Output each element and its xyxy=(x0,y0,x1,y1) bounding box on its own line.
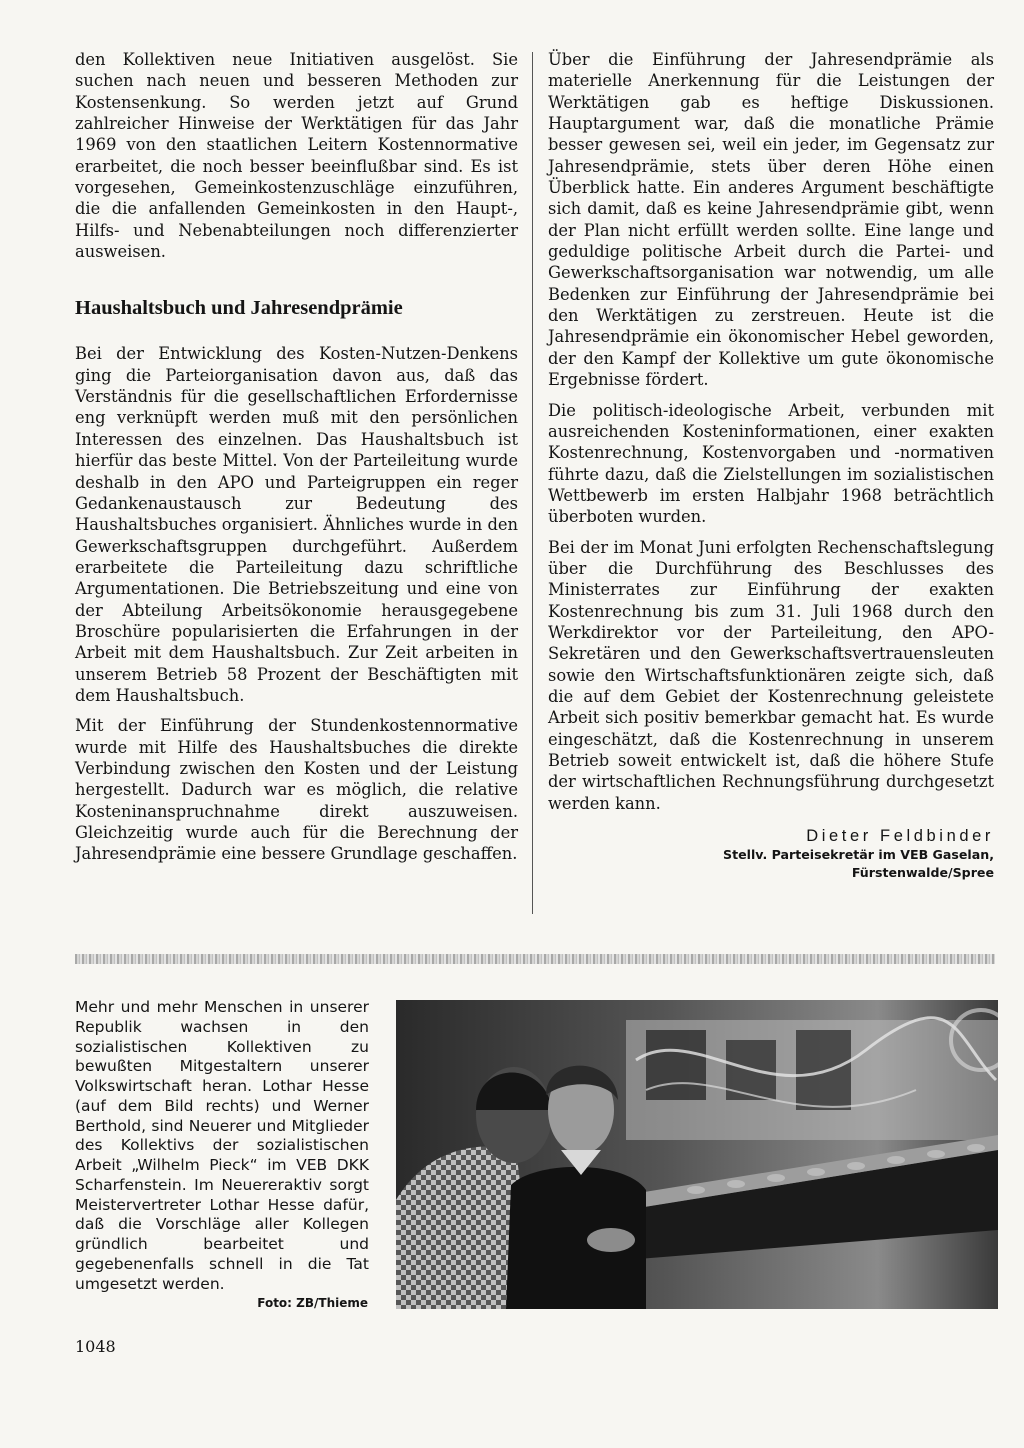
column-divider xyxy=(532,52,533,914)
paragraph: den Kollektiven neue Initiativen ausgelöst. Sie suchen nach neuen und besseren Methoden zur Kostensenkung. So werden jetzt auf Grund zahlreicher Hinweise der Werktätigen für das Jahr 1969 von den staatlichen Leitern Kostennormative erarbeitet, die noch besser beeinflußbar sind. Es ist vorgesehen, Gemeinkostenzuschläge einzuführen, die die anfallenden Gemeinkosten in den Haupt-, Hilfs- und Nebenabteilungen noch differenzierter ausweisen. xyxy=(75,50,518,262)
paragraph: Bei der im Monat Juni erfolgten Rechenschaftslegung über die Durchführung des Beschlusses des Ministerrates zur Einführung der exakten Kostenrechnung bis zum 31. Juli 1968 durch den Werkdirektor vor der Parteileitung, den APO-Sekretären und den Gewerkschaftsvertrauensleuten sowie den Wirtschaftsfunktionären zeigte sich, daß die auf dem Gebiet der Kostenrechnung geleistete Arbeit sich positiv bemerkbar gemacht hat. Es wurde eingeschätzt, daß die Kostenrechnung in unserem Betrieb soweit entwickelt ist, daß die höhere Stufe der wirtschaftlichen Rechnungsführung durchgesetzt werden kann. xyxy=(548,537,994,813)
photo-workers-at-machine xyxy=(396,1000,998,1309)
section-heading: Haushaltsbuch und Jahresendprämie xyxy=(75,297,403,320)
photo-caption: Mehr und mehr Menschen in unserer Republik wachsen in den sozialistischen Kollektiven zu bewußten Mitgestaltern unserer Volkswirtschaft heran. Lothar Hesse (auf dem Bild rechts) und Werner Berthold, sind Neuerer und Mitglieder des Kollektivs der sozialistischen Arbeit „Wilhelm Pieck“ im VEB DKK Scharfenstein. Im Neuereraktiv sorgt Meistervertreter Lothar Hesse dafür, daß die Vorschläge aller Kollegen gründlich bearbeitet und gegebenenfalls schnell in die Tat umgesetzt werden. xyxy=(75,998,369,1293)
author-affiliation-line: Fürstenwalde/Spree xyxy=(851,865,994,881)
photo-credit: Foto: ZB/Thieme xyxy=(257,1296,368,1310)
section-separator xyxy=(75,954,995,964)
author-affiliation-line: Stellv. Parteisekretär im VEB Gaselan, xyxy=(723,847,994,863)
paragraph: Mit der Einführung der Stundenkostennormative wurde mit Hilfe des Haushaltsbuches die direkte Verbindung zwischen den Kosten und der Leistung hergestellt. Dadurch war es möglich, die relative Kosteninanspruchnahme direkt auszuweisen. Gleichzeitig wurde auch für die Berechnung der Jahresendprämie eine bessere Grundlage geschaffen. xyxy=(75,716,518,864)
paragraph: Bei der Entwicklung des Kosten-Nutzen-Denkens ging die Parteiorganisation davon aus, daß das Verständnis für die gesellschaftlichen Erfordernisse eng verknüpft werden muß mit den persönlichen Interessen des einzelnen. Das Haushaltsbuch ist hierfür das beste Mittel. Von der Parteileitung wurde deshalb in den APO und Parteigruppen ein reger Gedankenaustausch zur Bedeutung des Haushaltsbuches organisiert. Ähnliches wurde in den Gewerkschaftsgruppen durchgeführt. Außerdem erarbeitete die Parteileitung dazu schriftliche Argumentationen. Die Betriebszeitung und eine von der Abteilung Arbeitsökonomie herausgegebene Broschüre popularisierten die Erfahrungen in der Arbeit mit dem Haushaltsbuch. Zur Zeit arbeiten in unserem Betrieb 58 Prozent der Beschäftigten mit dem Haushaltsbuch. xyxy=(75,344,518,705)
left-column xyxy=(75,49,518,865)
author-affiliation xyxy=(548,846,994,882)
photo-illustration xyxy=(396,1000,998,1309)
page-number: 1048 xyxy=(75,1337,116,1356)
paragraph: Über die Einführung der Jahresendprämie als materielle Anerkennung für die Leistungen der Werktätigen gab es heftige Diskussionen. Hauptargument war, daß die monatliche Prämie besser gewesen sei, weil ein jeder, im Gegensatz zur Jahresendprämie, stets über deren Höhe einen Überblick hatte. Ein anderes Argument beschäftigte sich damit, daß es keine Jahresendprämie gibt, wenn der Plan nicht erfüllt werden sollte. Eine lange und geduldige politische Arbeit durch die Partei- und Gewerkschaftsorganisation war notwendig, um alle Bedenken zur Einführung der Jahresendprämie bei den Werktätigen zu zerstreuen. Heute ist die Jahresendprämie ein ökonomischer Hebel geworden, der den Kampf der Kollektive um gute ökonomische Ergebnisse fördert. xyxy=(548,50,994,390)
right-column xyxy=(548,49,994,882)
paragraph: Die politisch-ideologische Arbeit, verbunden mit ausreichenden Kosteninformationen, einer exakten Kostenrechnung, Kostenvorgaben und -normativen führte dazu, daß die Zielstellungen im sozialistischen Wettbewerb im ersten Halbjahr 1968 beträchtlich überboten wurden. xyxy=(548,400,994,527)
author-name: Dieter Feldbinder xyxy=(806,827,994,846)
